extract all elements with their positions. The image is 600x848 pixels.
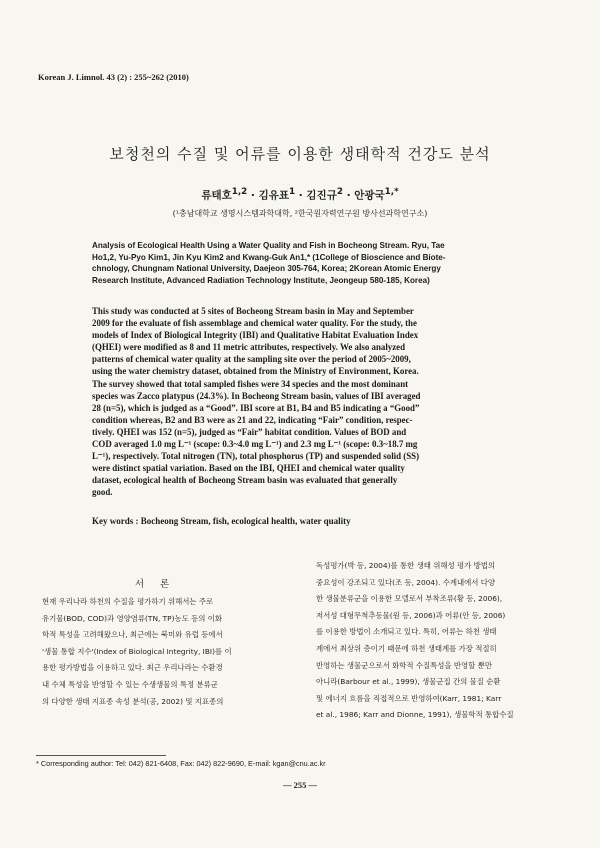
author-sup: 1,2	[231, 187, 248, 197]
body-line: et al., 1986; Karr and Dionne, 1991), 생물학적 통합수질	[316, 710, 514, 720]
body-line: 아니라(Barbour et al., 1999), 생물군집 간의 물질 순환	[316, 677, 501, 687]
author-sup: 2	[336, 187, 343, 197]
body-line: 독성평가(박 등, 2004)를 통한 생태 위해성 평가 방법의	[316, 561, 496, 570]
right-column	[316, 558, 566, 724]
body-line: 학적 특성을 고려해왔으나, 최근에는 북미와 유럽 등에서	[42, 630, 223, 640]
body-line: 현재 우리나라 하천의 수질을 평가하기 위해서는 주로	[42, 597, 214, 606]
english-title-block	[92, 240, 518, 287]
abstract-line: The survey showed that total sampled fishes were 34 species and the most dominant	[92, 378, 409, 389]
english-title-line: Research Institute, Advanced Radiation Technology Institute, Jeongeup 580-185, Korea)	[92, 276, 430, 286]
abstract-line: patterns of chemical water quality at the sampling site over the period of 2005~2009,	[92, 354, 411, 365]
body-line: 반영하는 생물군으로서 화학적 수질특성을 반영할 뿐만	[316, 660, 492, 670]
journal-reference: Korean J. Limnol. 43 (2) : 255~262 (2010)	[38, 72, 189, 82]
author-name: · 김유표	[247, 189, 290, 202]
abstract-line: condition whereas, B2 and B3 were as 21 and 22, indicating “Fair” condition, respec-	[92, 414, 413, 425]
abstract-line: 2009 for the evaluate of fish assemblage and chemical water quality. For the study, the	[92, 318, 417, 329]
body-line: 용한 평가방법을 이용하고 있다. 최근 우리나라는 수환경	[42, 663, 223, 673]
body-line: 의 다양한 생태 지표종 속성 분석(공, 2002) 및 지표종의	[42, 696, 224, 706]
abstract-line: using the water chemistry dataset, obtained from the Ministry of Environment, Korea.	[92, 366, 419, 377]
english-title-line: Ho1,2, Yu-Pyo Kim1, Jin Kyu Kim2 and Kwang-Guk An1,* (1College of Bioscience and Biote-	[92, 252, 446, 262]
body-line: 계에서 최상위 층이기 때문에 하천 생태계를 가장 적절히	[316, 643, 497, 653]
abstract-line: species was Zacco platypus (24.3%). In Bocheong Stream basin, values of IBI averaged	[92, 390, 421, 401]
abstract-line: L⁻¹), respectively. Total nitrogen (TN), total phosphorus (TP) and suspended solid (SS)	[92, 451, 420, 462]
affiliation: (¹충남대학교 생명시스템과학대학, ²한국원자력연구원 방사선과학연구소)	[172, 209, 428, 218]
keywords: Key words : Bocheong Stream, fish, ecological health, water quality	[92, 516, 351, 526]
body-line: '생물 통합 지수'(Index of Biological Integrity, IBI)를 이	[42, 646, 232, 656]
abstract	[92, 305, 520, 499]
abstract-line: 28 (n=5), which is judged as a “Good”. IBI score at B1, B4 and B5 indicating a “Good”	[92, 402, 420, 413]
abstract-line: (QHEI) were modified as 8 and 11 metric attributes, respectively. We also analyzed	[92, 342, 406, 353]
section-heading: 서론	[134, 579, 186, 590]
author-name: · 안광국	[342, 189, 385, 202]
abstract-line: dataset, ecological health of Bocheong Stream basin was evaluated that generally	[92, 475, 398, 486]
page-number: — 255 —	[283, 780, 317, 790]
body-line: 한 생물분류군을 이용한 모델로서 부착조류(황 등, 2006),	[316, 594, 503, 604]
body-line: 저서성 대형무척추동물(원 등, 2006)과 어류(안 등, 2006)	[316, 610, 506, 620]
footnote-rule	[36, 755, 166, 756]
author-sup: 1	[289, 187, 296, 197]
abstract-line: tively. QHEI was 152 (n=5), judged as “Fair” habitat condition. Values of BOD and	[92, 426, 407, 437]
abstract-line: models of Index of Biological Integrity (IBI) and Qualitative Habitat Evaluation Index	[92, 330, 419, 341]
body-line: 중요성이 강조되고 있다(조 등, 2004). 수계내에서 다양	[316, 577, 496, 587]
author-name: · 김진규	[295, 189, 337, 202]
abstract-line: COD averaged 1.0 mg L⁻¹ (scope: 0.3~4.0 mg L⁻¹) and 2.3 mg L⁻¹ (scope: 0.3~18.7 mg	[92, 439, 418, 450]
author-list	[0, 187, 600, 203]
abstract-line: good.	[92, 487, 113, 498]
paper-title: 보청천의 수질 및 어류를 이용한 생태학적 건강도 분석	[109, 145, 491, 163]
body-line: 를 이용한 방법이 소개되고 있다. 특히, 어류는 하천 생태	[316, 627, 497, 637]
corresponding-author-footnote: * Corresponding author: Tel: 042) 821-6408, Fax: 042) 822-9690, E-mail: kgan@cnu.ac.kr	[36, 759, 326, 768]
left-column	[42, 594, 292, 710]
abstract-line: were distinct spatial variation. Based on the IBI, QHEI and chemical water quality	[92, 463, 405, 474]
body-line: 내 수체 특성을 반영할 수 있는 수생생물의 특정 분류군	[42, 679, 218, 689]
english-title-line: chnology, Chungnam National University, Daejeon 305-764, Korea; 2Korean Atomic Energy	[92, 264, 441, 274]
author-sup: 1,*	[384, 187, 399, 197]
author-name: 류태호	[201, 189, 232, 202]
body-line: 유기물(BOD, COD)과 영양염류(TN, TP)농도 등의 이화	[42, 613, 223, 623]
body-line: 및 에너지 흐름을 직접적으로 반영하여(Karr, 1981; Karr	[316, 693, 502, 703]
abstract-line: This study was conducted at 5 sites of Bocheong Stream basin in May and September	[92, 306, 414, 316]
english-title-line: Analysis of Ecological Health Using a Water Quality and Fish in Bocheong Stream. Ryu, Tae	[92, 241, 445, 250]
